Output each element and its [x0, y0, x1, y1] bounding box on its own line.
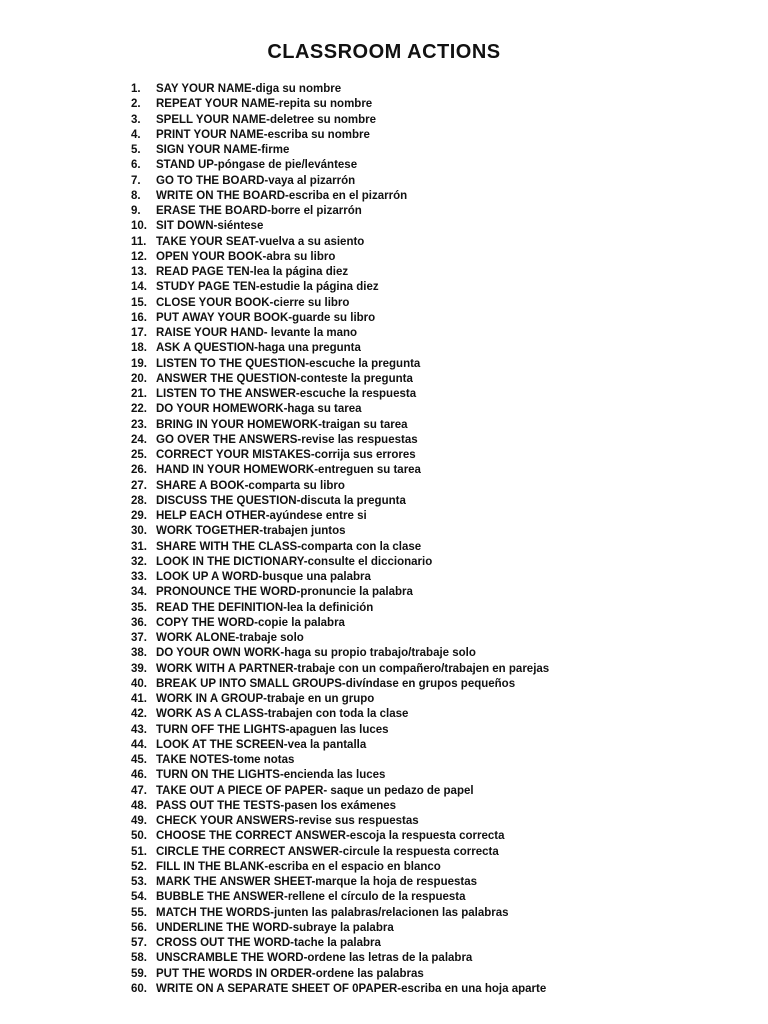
list-item-number: 45. [131, 754, 147, 766]
list-item-text: MATCH THE WORDS-junten las palabras/relacionen las palabras [156, 906, 509, 919]
list-item-text: WRITE ON A SEPARATE SHEET OF 0PAPER-escriba en una hoja aparte [156, 982, 547, 995]
list-item [0, 402, 768, 417]
list-item [0, 753, 768, 768]
list-item [0, 479, 768, 494]
list-item [0, 494, 768, 509]
list-item-number: 2. [131, 98, 141, 111]
list-item-text: FILL IN THE BLANK-escriba en el espacio en blanco [156, 860, 441, 873]
list-item-number: 7. [131, 174, 141, 187]
list-item [0, 555, 768, 570]
page-title: CLASSROOM ACTIONS [267, 41, 501, 63]
list-item-number: 40. [131, 677, 147, 690]
list-item-text: HAND IN YOUR HOMEWORK-entreguen su tarea [156, 464, 421, 477]
list-item-number: 38. [131, 647, 147, 660]
list-item-number: 19. [131, 357, 147, 370]
list-item-text: TAKE NOTES-tome notas [156, 754, 295, 766]
list-item [0, 418, 768, 433]
list-item-number: 50. [131, 830, 147, 843]
list-item-text: SHARE WITH THE CLASS-comparta con la clase [156, 540, 422, 553]
list-item-number: 52. [131, 860, 147, 873]
list-item-number: 9. [131, 205, 141, 217]
list-item [0, 906, 768, 921]
list-item [0, 524, 768, 539]
list-item-text: SPELL YOUR NAME-deletree su nombre [156, 113, 377, 126]
list-item-number: 57. [131, 937, 147, 949]
list-item-text: ASK A QUESTION-haga una pregunta [156, 342, 361, 355]
list-item [0, 921, 768, 936]
list-item-number: 60. [131, 982, 147, 995]
list-item-number: 56. [131, 921, 147, 934]
list-item [0, 448, 768, 463]
list-item-number: 14. [131, 281, 147, 294]
list-item-text: UNDERLINE THE WORD-subraye la palabra [156, 921, 394, 934]
list-item-text: BRING IN YOUR HOMEWORK-traigan su tarea [156, 418, 408, 431]
list-item-number: 11. [131, 235, 147, 248]
list-item-text: READ PAGE TEN-lea la página diez [156, 266, 349, 278]
list-item-text: CROSS OUT THE WORD-tache la palabra [156, 937, 381, 949]
list-item-number: 37. [131, 632, 147, 644]
list-item-text: MARK THE ANSWER SHEET-marque la hoja de respuestas [156, 876, 478, 888]
list-item-number: 51. [131, 845, 147, 858]
list-item-text: CLOSE YOUR BOOK-cierre su libro [156, 296, 350, 309]
list-item [0, 646, 768, 661]
list-item-number: 8. [131, 189, 141, 202]
list-item-text: HELP EACH OTHER-ayúndese entre si [156, 510, 367, 522]
list-item [0, 250, 768, 265]
list-item-number: 4. [131, 128, 141, 141]
list-item-number: 15. [131, 296, 147, 309]
list-item-number: 44. [131, 738, 147, 751]
list-item [0, 860, 768, 875]
list-item [0, 890, 768, 905]
list-item [0, 219, 768, 234]
list-item-number: 13. [131, 266, 147, 278]
list-item-text: CHECK YOUR ANSWERS-revise sus respuestas [156, 815, 419, 827]
list-item [0, 585, 768, 600]
list-item [0, 235, 768, 250]
list-item-text: SAY YOUR NAME-diga su nombre [156, 83, 342, 95]
list-item-text: DISCUSS THE QUESTION-discuta la pregunta [156, 494, 406, 507]
list-item-number: 17. [131, 327, 147, 339]
list-item [0, 143, 768, 158]
list-item [0, 967, 768, 982]
list-item-number: 28. [131, 494, 147, 507]
list-item-text: GO OVER THE ANSWERS-revise las respuestas [156, 433, 418, 446]
list-item-text: WORK TOGETHER-trabajen juntos [156, 525, 346, 538]
list-item-number: 47. [131, 784, 147, 797]
list-item-number: 35. [131, 601, 147, 614]
list-item [0, 540, 768, 555]
list-item-number: 24. [131, 433, 147, 446]
list-item [0, 692, 768, 707]
list-item [0, 387, 768, 402]
list-item [0, 784, 768, 799]
list-item [0, 601, 768, 616]
list-item [0, 768, 768, 783]
list-item-number: 49. [131, 815, 147, 827]
list-item-number: 48. [131, 799, 147, 812]
list-item-text: DO YOUR HOMEWORK-haga su tarea [156, 403, 362, 416]
list-item [0, 799, 768, 814]
list-item-text: CORRECT YOUR MISTAKES-corrija sus errores [156, 449, 416, 461]
list-item [0, 982, 768, 997]
list-item-text: PRINT YOUR NAME-escriba su nombre [156, 128, 370, 141]
list-item [0, 662, 768, 677]
list-item-text: ANSWER THE QUESTION-conteste la pregunta [156, 372, 413, 385]
list-item-text: PUT AWAY YOUR BOOK-guarde su libro [156, 311, 376, 324]
list-item [0, 951, 768, 966]
list-item-text: TAKE YOUR SEAT-vuelva a su asiento [156, 235, 365, 248]
list-item-text: SHARE A BOOK-comparta su libro [156, 479, 345, 492]
list-item [0, 296, 768, 311]
list-item-number: 32. [131, 555, 147, 568]
list-item [0, 875, 768, 890]
list-item-text: LISTEN TO THE ANSWER-escuche la respuesta [156, 388, 417, 400]
list-item-text: PUT THE WORDS IN ORDER-ordene las palabras [156, 967, 424, 980]
list-item [0, 616, 768, 631]
list-item-text: PASS OUT THE TESTS-pasen los exámenes [156, 799, 397, 812]
list-item-text: WORK IN A GROUP-trabaje en un grupo [156, 693, 375, 705]
list-item-number: 16. [131, 311, 147, 324]
list-item [0, 570, 768, 585]
list-item-text: WORK WITH A PARTNER-trabaje con un compañero/trabajen en parejas [156, 662, 550, 675]
list-item-number: 6. [131, 159, 141, 172]
list-item-text: TURN ON THE LIGHTS-encienda las luces [156, 769, 386, 782]
list-item-number: 1. [131, 83, 141, 95]
list-item-number: 22. [131, 403, 147, 416]
list-item [0, 814, 768, 829]
list-item-number: 29. [131, 510, 147, 522]
list-item-text: BUBBLE THE ANSWER-rellene el círculo de la respuesta [156, 891, 466, 904]
list-item [0, 723, 768, 738]
list-item-text: TURN OFF THE LIGHTS-apaguen las luces [156, 723, 389, 736]
list-item-text: UNSCRAMBLE THE WORD-ordene las letras de la palabra [156, 952, 473, 965]
list-item [0, 845, 768, 860]
list-item-number: 59. [131, 967, 147, 980]
list-item-number: 12. [131, 250, 147, 263]
list-item-text: WRITE ON THE BOARD-escriba en el pizarrón [156, 189, 408, 202]
list-item-text: CHOOSE THE CORRECT ANSWER-escoja la respuesta correcta [156, 830, 505, 843]
list-item-text: STAND UP-póngase de pie/levántese [156, 159, 358, 172]
list-item [0, 357, 768, 372]
list-item [0, 463, 768, 478]
list-item [0, 280, 768, 295]
list-item-number: 55. [131, 906, 147, 919]
list-item [0, 372, 768, 387]
list-item-text: SIGN YOUR NAME-firme [156, 144, 290, 156]
list-item-number: 42. [131, 708, 147, 721]
list-item-text: LOOK IN THE DICTIONARY-consulte el diccionario [156, 555, 433, 568]
list-item-number: 43. [131, 723, 147, 736]
list-item-text: LOOK AT THE SCREEN-vea la pantalla [156, 738, 367, 751]
list-item-text: DO YOUR OWN WORK-haga su propio trabajo/trabaje solo [156, 647, 476, 660]
list-item [0, 82, 768, 97]
classroom-actions-list [0, 82, 768, 997]
list-item-text: REPEAT YOUR NAME-repita su nombre [156, 98, 373, 111]
list-item-text: TAKE OUT A PIECE OF PAPER- saque un pedazo de papel [156, 784, 474, 797]
list-item-text: STUDY PAGE TEN-estudie la página diez [156, 281, 379, 294]
list-item-number: 18. [131, 342, 147, 355]
list-item-text: COPY THE WORD-copie la palabra [156, 616, 345, 629]
list-item-number: 46. [131, 769, 147, 782]
list-item [0, 311, 768, 326]
list-item [0, 204, 768, 219]
list-item-number: 34. [131, 586, 147, 599]
list-item [0, 677, 768, 692]
list-item-number: 20. [131, 372, 147, 385]
list-item-number: 10. [131, 220, 147, 233]
list-item-text: PRONOUNCE THE WORD-pronuncie la palabra [156, 586, 413, 599]
list-item [0, 829, 768, 844]
list-item [0, 158, 768, 173]
list-item-text: SIT DOWN-siéntese [156, 220, 264, 233]
list-item [0, 97, 768, 112]
list-item [0, 174, 768, 189]
list-item-number: 27. [131, 479, 147, 492]
list-item-number: 3. [131, 113, 141, 126]
list-item-text: CIRCLE THE CORRECT ANSWER-circule la respuesta correcta [156, 845, 499, 858]
list-item-number: 39. [131, 662, 147, 675]
list-item [0, 631, 768, 646]
list-item [0, 189, 768, 204]
list-item-text: READ THE DEFINITION-lea la definición [156, 601, 374, 614]
list-item-number: 21. [131, 388, 147, 400]
list-item-number: 41. [131, 693, 147, 705]
list-item-number: 30. [131, 525, 147, 538]
list-item-number: 26. [131, 464, 147, 477]
list-item-text: WORK AS A CLASS-trabajen con toda la clase [156, 708, 409, 721]
list-item-number: 53. [131, 876, 147, 888]
list-item-number: 54. [131, 891, 147, 904]
list-item [0, 936, 768, 951]
list-item [0, 707, 768, 722]
list-item-text: RAISE YOUR HAND- levante la mano [156, 327, 358, 339]
list-item-text: LISTEN TO THE QUESTION-escuche la pregunta [156, 357, 421, 370]
list-item-number: 31. [131, 540, 147, 553]
list-item-text: GO TO THE BOARD-vaya al pizarrón [156, 174, 356, 187]
list-item [0, 509, 768, 524]
list-item-text: ERASE THE BOARD-borre el pizarrón [156, 205, 362, 217]
list-item-number: 33. [131, 571, 147, 583]
list-item [0, 738, 768, 753]
list-item-number: 58. [131, 952, 147, 965]
list-item [0, 341, 768, 356]
list-item-number: 25. [131, 449, 147, 461]
list-item [0, 113, 768, 128]
list-item-text: LOOK UP A WORD-busque una palabra [156, 571, 371, 583]
list-item [0, 265, 768, 280]
list-item-number: 23. [131, 418, 147, 431]
list-item [0, 128, 768, 143]
list-item-text: WORK ALONE-trabaje solo [156, 632, 304, 644]
list-item-text: OPEN YOUR BOOK-abra su libro [156, 250, 336, 263]
list-item-number: 5. [131, 144, 141, 156]
list-item [0, 326, 768, 341]
list-item [0, 433, 768, 448]
list-item-number: 36. [131, 616, 147, 629]
list-item-text: BREAK UP INTO SMALL GROUPS-divíndase en grupos pequeños [156, 677, 516, 690]
